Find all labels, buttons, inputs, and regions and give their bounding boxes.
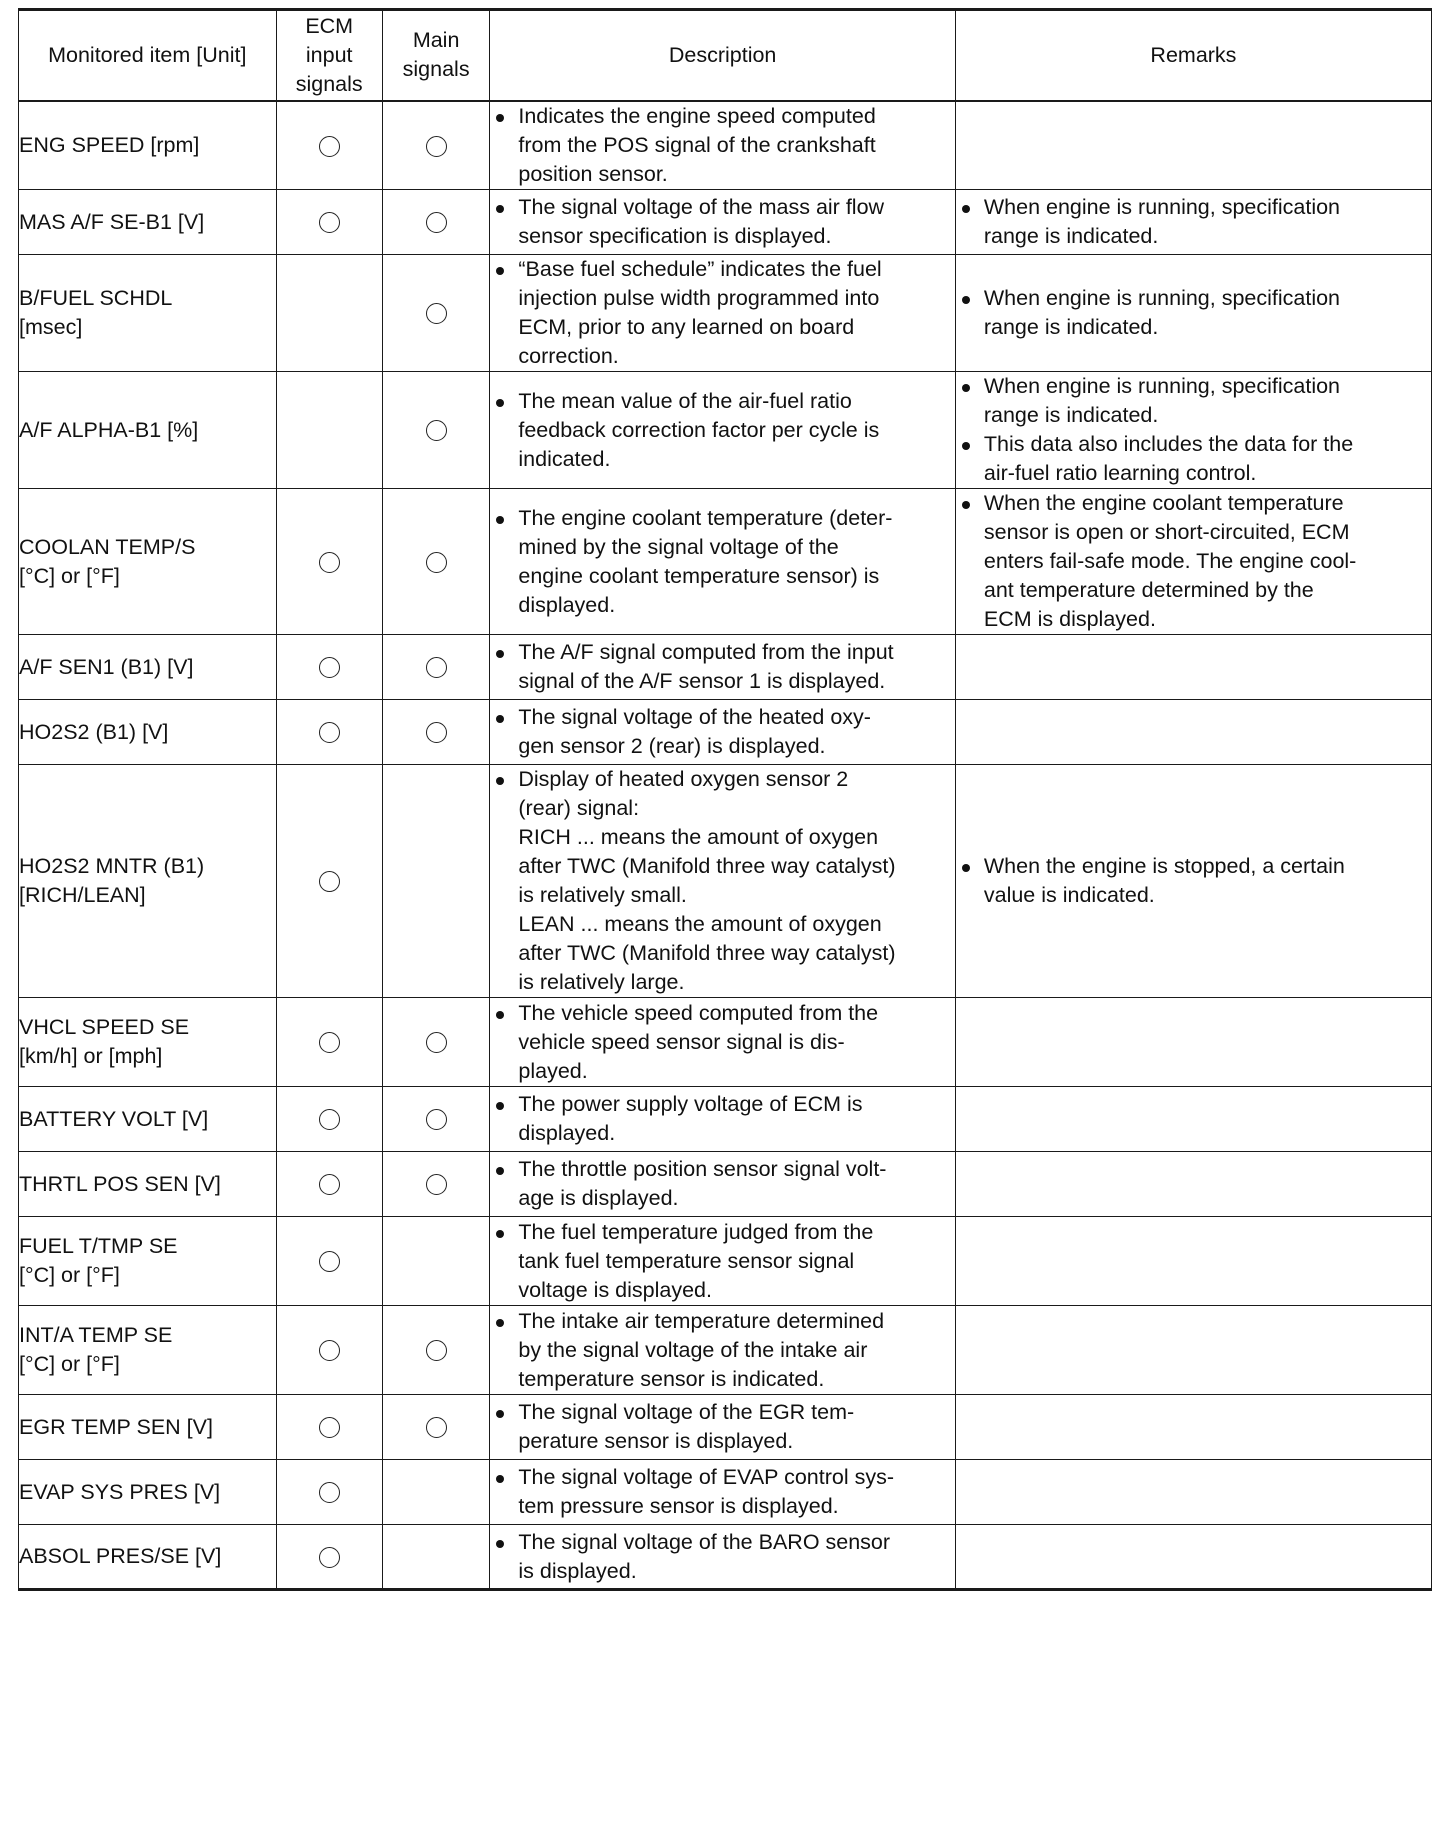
circle-mark-icon — [319, 1417, 340, 1438]
description-line: The throttle position sensor signal volt- — [518, 1157, 887, 1181]
remark-line: This data also includes the data for the — [983, 432, 1354, 456]
remark-line: range is indicated. — [983, 315, 1159, 339]
description-line: The A/F signal computed from the input — [518, 640, 894, 664]
description-line: voltage is displayed. — [518, 1277, 712, 1302]
table-row — [19, 1460, 1432, 1525]
main-signal-cell — [382, 1395, 490, 1460]
main-signal-cell — [382, 1217, 490, 1306]
description-line: signal of the A/F sensor 1 is displayed. — [518, 669, 886, 693]
circle-mark-icon — [319, 1032, 340, 1053]
description-list — [490, 703, 954, 761]
table-row — [19, 700, 1432, 765]
description-line: is displayed. — [518, 1558, 637, 1583]
monitored-item-label: B/FUEL SCHDL — [19, 286, 173, 310]
description-list — [490, 387, 954, 474]
ecm-input-signal-cell — [276, 700, 382, 765]
circle-mark-icon — [319, 1251, 340, 1272]
circle-mark-icon — [319, 1547, 340, 1568]
monitored-item-cell — [19, 998, 277, 1087]
description-line: indicated. — [518, 446, 611, 471]
circle-mark-icon — [319, 871, 340, 892]
remark-line: When engine is running, specification — [983, 286, 1341, 310]
table-row — [19, 1087, 1432, 1152]
main-signal-cell — [382, 765, 490, 998]
remarks-cell — [955, 101, 1431, 190]
monitored-item-cell — [19, 1306, 277, 1395]
main-signal-cell — [382, 700, 490, 765]
description-cell — [490, 489, 955, 635]
description-line: position sensor. — [518, 161, 668, 186]
remark-item — [956, 284, 1431, 342]
remark-line: range is indicated. — [983, 224, 1159, 248]
description-cell — [490, 765, 955, 998]
circle-mark-icon — [426, 303, 447, 324]
ecm-input-signal-cell — [276, 190, 382, 255]
monitored-item-cell — [19, 635, 277, 700]
description-item — [490, 1463, 954, 1521]
monitored-item-label: BATTERY VOLT [V] — [19, 1106, 209, 1131]
remarks-cell — [955, 1306, 1431, 1395]
remarks-cell — [955, 765, 1431, 998]
ecm-input-signal-cell — [276, 1460, 382, 1525]
remarks-cell — [955, 1152, 1431, 1217]
main-signal-cell — [382, 635, 490, 700]
monitored-item-label: COOLAN TEMP/S — [19, 534, 196, 559]
remarks-list — [956, 193, 1431, 251]
ecm-input-signal-cell — [276, 1087, 382, 1152]
circle-mark-icon — [426, 1174, 447, 1195]
description-line: The vehicle speed computed from the — [518, 1000, 879, 1025]
main-signal-cell — [382, 1087, 490, 1152]
monitored-item-label: EGR TEMP SEN [V] — [19, 1414, 213, 1439]
remark-item — [956, 372, 1431, 430]
description-line: gen sensor 2 (rear) is displayed. — [518, 734, 826, 758]
description-line: tem pressure sensor is displayed. — [518, 1494, 839, 1518]
remarks-cell — [955, 1087, 1431, 1152]
description-item — [490, 703, 954, 761]
description-line: (rear) signal: — [518, 796, 640, 820]
remark-item — [956, 489, 1431, 634]
description-line: temperature sensor is indicated. — [518, 1366, 825, 1391]
monitored-item-label: [°C] or [°F] — [19, 1352, 120, 1376]
description-item — [490, 1528, 954, 1586]
circle-mark-icon — [319, 657, 340, 678]
description-list — [490, 1528, 954, 1586]
description-line: by the signal voltage of the intake air — [518, 1337, 868, 1362]
remark-line: When engine is running, specification — [983, 195, 1341, 219]
description-list — [490, 193, 954, 251]
circle-mark-icon — [426, 1340, 447, 1361]
monitored-item-cell — [19, 1217, 277, 1306]
header-monitored-item: Monitored item [Unit] — [19, 10, 277, 101]
monitored-item-label: MAS A/F SE-B1 [V] — [19, 209, 205, 234]
remarks-cell — [955, 700, 1431, 765]
description-line: The power supply voltage of ECM is — [518, 1092, 863, 1116]
table-row — [19, 1525, 1432, 1590]
description-list — [490, 1307, 954, 1394]
circle-mark-icon — [426, 552, 447, 573]
remarks-cell — [955, 1460, 1431, 1525]
ecm-input-signal-cell — [276, 372, 382, 489]
description-line: displayed. — [518, 1121, 616, 1145]
description-cell — [490, 1460, 955, 1525]
remark-line: enters fail-safe mode. The engine cool- — [983, 549, 1357, 573]
ecm-input-signal-cell — [276, 1152, 382, 1217]
description-list — [490, 255, 954, 371]
main-signal-cell — [382, 1306, 490, 1395]
monitored-item-cell — [19, 1460, 277, 1525]
description-line: sensor specification is displayed. — [518, 224, 832, 248]
description-line: tank fuel temperature sensor signal — [518, 1248, 855, 1273]
description-line: The mean value of the air-fuel ratio — [518, 388, 852, 413]
description-list — [490, 1398, 954, 1456]
description-list — [490, 102, 954, 189]
header-ecm-line: signals — [295, 71, 363, 96]
description-line: The signal voltage of the EGR tem- — [518, 1400, 855, 1424]
description-item — [490, 999, 954, 1086]
monitored-item-cell — [19, 101, 277, 190]
main-signal-cell — [382, 1460, 490, 1525]
description-line: perature sensor is displayed. — [518, 1429, 794, 1453]
description-line: The signal voltage of the heated oxy- — [518, 705, 871, 729]
remark-line: When engine is running, specification — [983, 374, 1341, 398]
description-line: The intake air temperature determined — [518, 1308, 885, 1333]
remarks-list — [956, 372, 1431, 488]
description-line: from the POS signal of the crankshaft — [518, 132, 876, 157]
table-row — [19, 190, 1432, 255]
monitored-item-label: FUEL T/TMP SE — [19, 1234, 178, 1258]
main-signal-cell — [382, 1152, 490, 1217]
remarks-list — [956, 489, 1431, 634]
table-row — [19, 372, 1432, 489]
monitored-item-cell — [19, 255, 277, 372]
monitored-item-cell — [19, 372, 277, 489]
description-item — [490, 638, 954, 696]
description-cell — [490, 1395, 955, 1460]
ecm-input-signal-cell — [276, 255, 382, 372]
description-item — [490, 1307, 954, 1394]
remark-line: sensor is open or short-circuited, ECM — [983, 520, 1350, 544]
ecm-input-signal-cell — [276, 1217, 382, 1306]
description-line: “Base fuel schedule” indicates the fuel — [518, 257, 882, 281]
main-signal-cell — [382, 1525, 490, 1590]
description-line: The signal voltage of the BARO sensor — [518, 1529, 891, 1554]
description-line: The signal voltage of the mass air flow — [518, 195, 885, 219]
monitored-item-label: [RICH/LEAN] — [19, 883, 146, 907]
table-row — [19, 1306, 1432, 1395]
remarks-cell — [955, 1217, 1431, 1306]
description-line: The engine coolant temperature (deter- — [518, 505, 893, 530]
description-line: is relatively large. — [518, 970, 685, 994]
description-item — [490, 504, 954, 620]
description-line: feedback correction factor per cycle is — [518, 417, 880, 442]
description-cell — [490, 190, 955, 255]
description-line: The signal voltage of EVAP control sys- — [518, 1465, 895, 1489]
circle-mark-icon — [319, 212, 340, 233]
table-row — [19, 998, 1432, 1087]
header-ecm-line: ECM — [305, 13, 354, 38]
description-list — [490, 765, 954, 997]
ecm-input-signal-cell — [276, 998, 382, 1087]
description-cell — [490, 635, 955, 700]
description-item — [490, 1155, 954, 1213]
circle-mark-icon — [319, 1109, 340, 1130]
description-line: LEAN ... means the amount of oxygen — [518, 912, 882, 936]
monitored-item-cell — [19, 1087, 277, 1152]
remarks-cell — [955, 635, 1431, 700]
description-line: is relatively small. — [518, 883, 687, 907]
description-line: ECM, prior to any learned on board — [518, 315, 855, 339]
remark-item — [956, 430, 1431, 488]
ecm-input-signal-cell — [276, 635, 382, 700]
description-item — [490, 765, 954, 997]
header-main-signals — [382, 10, 490, 101]
description-cell — [490, 372, 955, 489]
description-item — [490, 387, 954, 474]
monitored-item-label: EVAP SYS PRES [V] — [19, 1479, 221, 1504]
description-list — [490, 1090, 954, 1148]
remark-line: air-fuel ratio learning control. — [983, 461, 1257, 485]
description-cell — [490, 1152, 955, 1217]
remarks-cell — [955, 1525, 1431, 1590]
monitored-item-label: HO2S2 (B1) [V] — [19, 719, 169, 744]
ecm-input-signal-cell — [276, 1395, 382, 1460]
monitored-item-label: A/F ALPHA-B1 [%] — [19, 417, 199, 442]
circle-mark-icon — [426, 136, 447, 157]
description-line: age is displayed. — [518, 1186, 679, 1210]
remarks-cell — [955, 489, 1431, 635]
remark-line: When the engine coolant temperature — [983, 491, 1344, 515]
main-signal-cell — [382, 489, 490, 635]
circle-mark-icon — [319, 552, 340, 573]
remark-line: value is indicated. — [983, 883, 1155, 907]
description-line: Indicates the engine speed computed — [518, 103, 876, 128]
header-main-line: signals — [402, 57, 470, 82]
circle-mark-icon — [319, 1174, 340, 1195]
header-ecm-line: input — [305, 42, 353, 67]
remark-item — [956, 852, 1431, 910]
monitored-item-label: [msec] — [19, 315, 83, 339]
description-line: injection pulse width programmed into — [518, 286, 880, 310]
table-row — [19, 101, 1432, 190]
monitored-item-label: ENG SPEED [rpm] — [19, 132, 200, 157]
monitored-item-cell — [19, 489, 277, 635]
remark-line: ant temperature determined by the — [983, 578, 1314, 602]
table-row — [19, 1152, 1432, 1217]
description-line: The fuel temperature judged from the — [518, 1219, 874, 1244]
header-remarks: Remarks — [955, 10, 1431, 101]
description-cell — [490, 1217, 955, 1306]
monitored-item-label: [km/h] or [mph] — [19, 1044, 163, 1068]
remarks-cell — [955, 372, 1431, 489]
monitored-items-table — [18, 8, 1432, 1591]
description-cell — [490, 101, 955, 190]
description-list — [490, 1155, 954, 1213]
monitored-item-label: HO2S2 MNTR (B1) — [19, 854, 205, 878]
table-row — [19, 1217, 1432, 1306]
circle-mark-icon — [426, 1109, 447, 1130]
ecm-input-signal-cell — [276, 1525, 382, 1590]
table-row — [19, 489, 1432, 635]
table-row — [19, 1395, 1432, 1460]
description-item — [490, 1398, 954, 1456]
description-item — [490, 255, 954, 371]
header-row — [19, 10, 1432, 101]
description-cell — [490, 700, 955, 765]
monitored-item-label: A/F SEN1 (B1) [V] — [19, 654, 194, 679]
description-item — [490, 1218, 954, 1305]
ecm-input-signal-cell — [276, 765, 382, 998]
table-row — [19, 765, 1432, 998]
description-list — [490, 504, 954, 620]
table-row — [19, 635, 1432, 700]
ecm-input-signal-cell — [276, 1306, 382, 1395]
remarks-cell — [955, 255, 1431, 372]
monitored-item-label: ABSOL PRES/SE [V] — [19, 1544, 222, 1568]
description-list — [490, 1218, 954, 1305]
main-signal-cell — [382, 101, 490, 190]
circle-mark-icon — [319, 1340, 340, 1361]
ecm-input-signal-cell — [276, 101, 382, 190]
header-description: Description — [490, 10, 955, 101]
remarks-list — [956, 284, 1431, 342]
description-line: RICH ... means the amount of oxygen — [518, 825, 879, 849]
remarks-cell — [955, 998, 1431, 1087]
main-signal-cell — [382, 998, 490, 1087]
monitored-item-label: INT/A TEMP SE — [19, 1323, 173, 1347]
main-signal-cell — [382, 190, 490, 255]
monitored-item-label: THRTL POS SEN [V] — [19, 1171, 221, 1196]
remark-item — [956, 193, 1431, 251]
table-row — [19, 255, 1432, 372]
header-main-line: Main — [412, 28, 460, 53]
monitored-item-label: [°C] or [°F] — [19, 1263, 120, 1287]
circle-mark-icon — [319, 722, 340, 743]
description-cell — [490, 998, 955, 1087]
circle-mark-icon — [426, 1417, 447, 1438]
remarks-cell — [955, 1395, 1431, 1460]
monitored-item-cell — [19, 1152, 277, 1217]
monitored-item-cell — [19, 700, 277, 765]
remarks-cell — [955, 190, 1431, 255]
monitored-item-cell — [19, 765, 277, 998]
circle-mark-icon — [426, 212, 447, 233]
remark-line: ECM is displayed. — [983, 607, 1156, 631]
description-line: after TWC (Manifold three way catalyst) — [518, 854, 896, 878]
remark-line: range is indicated. — [983, 403, 1159, 427]
description-item — [490, 1090, 954, 1148]
description-cell — [490, 1306, 955, 1395]
description-list — [490, 638, 954, 696]
circle-mark-icon — [426, 420, 447, 441]
monitored-item-label: [°C] or [°F] — [19, 563, 120, 588]
circle-mark-icon — [426, 657, 447, 678]
description-line: displayed. — [518, 592, 616, 617]
description-item — [490, 193, 954, 251]
description-line: after TWC (Manifold three way catalyst) — [518, 941, 896, 965]
description-line: vehicle speed sensor signal is dis- — [518, 1029, 845, 1054]
description-cell — [490, 255, 955, 372]
ecm-input-signal-cell — [276, 489, 382, 635]
circle-mark-icon — [319, 136, 340, 157]
description-cell — [490, 1087, 955, 1152]
table-body — [19, 101, 1432, 1590]
description-line: played. — [518, 1058, 588, 1083]
monitored-item-cell — [19, 190, 277, 255]
description-item — [490, 102, 954, 189]
remarks-list — [956, 852, 1431, 910]
remark-line: When the engine is stopped, a certain — [983, 854, 1345, 878]
description-line: correction. — [518, 344, 619, 368]
description-line: Display of heated oxygen sensor 2 — [518, 767, 849, 791]
main-signal-cell — [382, 372, 490, 489]
description-list — [490, 999, 954, 1086]
circle-mark-icon — [426, 1032, 447, 1053]
monitored-item-cell — [19, 1525, 277, 1590]
monitored-item-label: VHCL SPEED SE — [19, 1015, 190, 1039]
description-line: engine coolant temperature sensor) is — [518, 563, 880, 588]
circle-mark-icon — [426, 722, 447, 743]
description-list — [490, 1463, 954, 1521]
main-signal-cell — [382, 255, 490, 372]
description-cell — [490, 1525, 955, 1590]
header-ecm-input-signals — [276, 10, 382, 101]
monitored-item-cell — [19, 1395, 277, 1460]
circle-mark-icon — [319, 1482, 340, 1503]
description-line: mined by the signal voltage of the — [518, 534, 839, 559]
